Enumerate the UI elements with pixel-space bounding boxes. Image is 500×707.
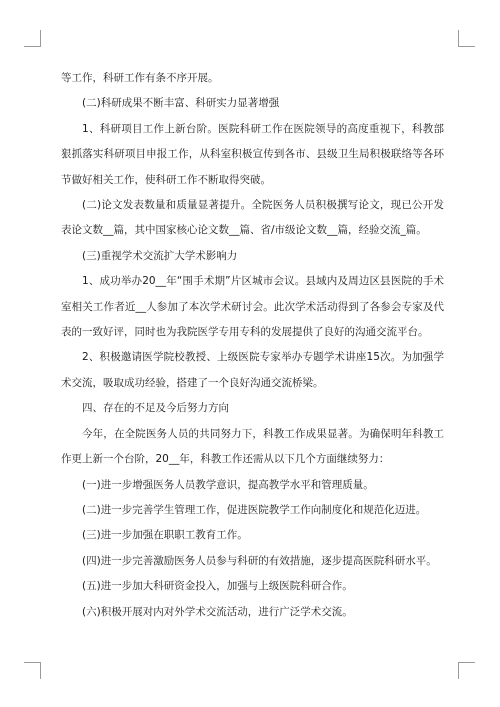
list-item-staff-education: (三)进一步加强在职职工教育工作。	[82, 529, 248, 542]
paragraph-research-projects: 1、科研项目工作上新台阶。医院科研工作在医院领导的高度重视下，科教部狠抓落实科研项目申报工作，从科室积极宣传到各市、县级卫生局积极联络等各环节做好相关工作，使科研工作不断取得突破。	[61, 122, 444, 186]
paragraph-conference: 1、成功举办20__年“围手术期”片区城市会议。县域内及周边区县医院的手术室相关工作者近__人参加了本次学术研讨会。此次学术活动得到了各参会专家及代表的一致好评，同时也为我院医学专用专科的发展提供了良好的沟通交流平台。	[61, 275, 444, 339]
crop-mark-top-right	[458, 30, 475, 47]
list-item-student-management: (二)进一步完善学生管理工作，促进医院教学工作向制度化和规范化迈进。	[82, 503, 427, 516]
paragraph-papers-published: (二)论文发表数量和质量显著提升。全院医务人员积极撰写论文，现已公开发表论文数__篇，其中国家核心论文数__篇、省/市级论文数__篇，经验交流_篇。	[61, 199, 444, 237]
paragraph-next-year-plan: 今年，在全院医务人员的共同努力下，科教工作成果显著。为确保明年科教工作更上新一个台阶，20__年，科教工作还需从以下几个方面继续努力：	[61, 427, 444, 466]
crop-mark-bottom-left	[24, 662, 41, 679]
crop-mark-top-left	[24, 30, 41, 47]
section-heading-shortcomings: 四、存在的不足及今后努力方向	[82, 402, 229, 415]
paragraph-lectures: 2、积极邀请医学院校教授、上级医院专家举办专题学术讲座15次。为加强学术交流，吸取成功经验，搭建了一个良好沟通交流桥梁。	[61, 351, 444, 389]
section-heading-academic-exchange: (三)重视学术交流扩大学术影响力	[82, 249, 238, 262]
crop-mark-bottom-right	[458, 662, 475, 679]
list-item-academic-exchange: (六)积极开展对内对外学术交流活动，进行广泛学术交流。	[82, 605, 353, 618]
list-item-research-incentives: (四)进一步完善激励医务人员参与科研的有效措施，逐步提高医院科研水平。	[82, 554, 437, 567]
section-heading-research-results: (二)科研成果不断丰富、科研实力显著增强	[82, 97, 280, 110]
paragraph-continuation: 等工作，科研工作有条不序开展。	[61, 72, 219, 84]
document-body	[61, 66, 444, 625]
list-item-research-funding: (五)进一步加大科研资金投入，加强与上级医院科研合作。	[82, 580, 353, 593]
list-item-teaching-awareness: (一)进一步增强医务人员教学意识，提高教学水平和管理质量。	[82, 478, 374, 491]
